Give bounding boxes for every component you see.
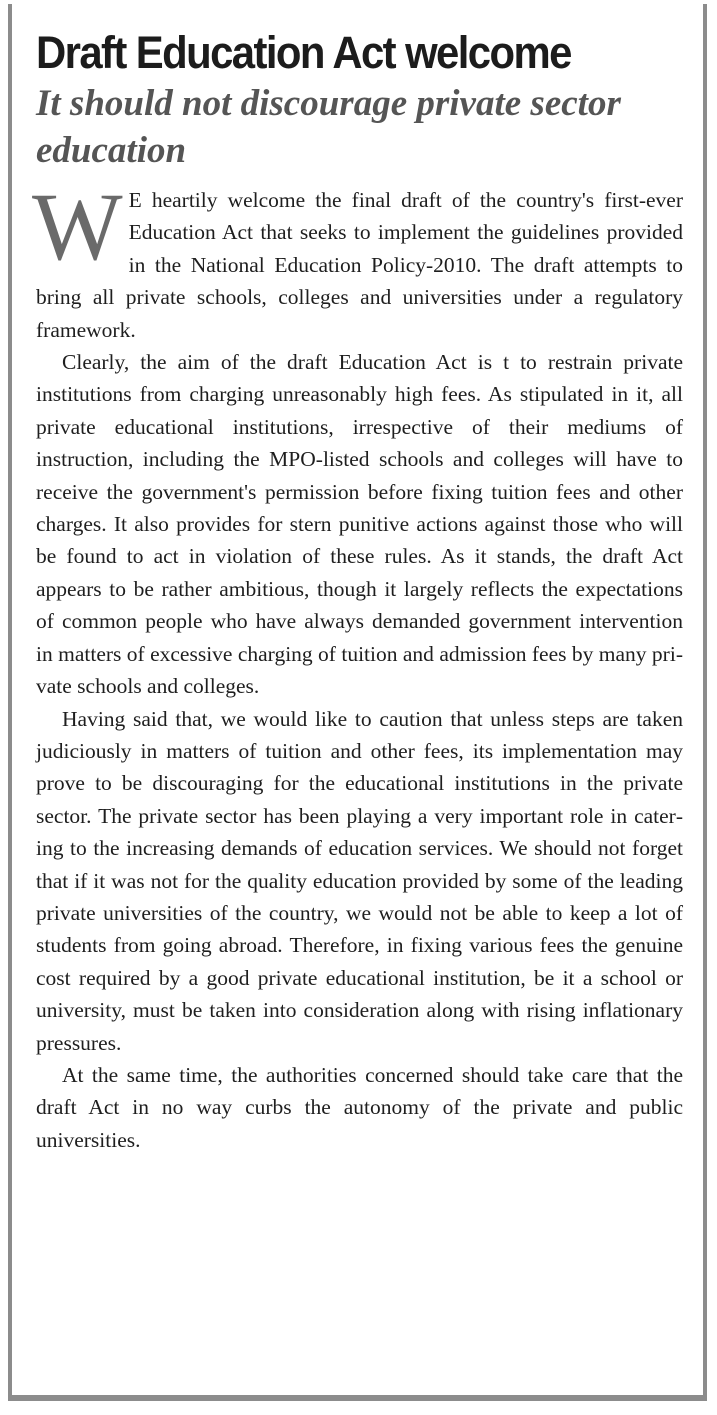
paragraph-1	[32, 173, 683, 346]
subheadline: It should not discourage private sector education	[36, 83, 621, 171]
article-frame	[8, 4, 707, 1401]
paragraph-1-text: E heartily welcome the final draft of the country's first-ever Education Act that seeks to implement the guidelines provided in the National Education Policy-2010. The draft attempts to bring all private schools, colleges and universities under a regulatory framework.	[36, 188, 683, 342]
paragraph-4: At the same time, the authorities concerned should take care that the draft Act in no way curbs the autonomy of the private and public universities.	[36, 1062, 683, 1152]
headline: Draft Education Act welcome	[36, 27, 571, 78]
paragraph-2: Clearly, the aim of the draft Education Act is t to restrain private institutions from charging unreasonably high fees. As stipulated in it, all private educational institutions, irrespective of their mediums of instruction, including the MPO-listed schools and colleges will have to receive the government's permission before fixing tuition fees and other charges. It also provides for stern punitive actions against those who will be found to act in violation of these rules. As it stands, the draft Act appears to be rather ambitious, though it largely reflects the expectations of common people who have always demanded government intervention in matters of excessive charging of tuition and admission fees by many private schools and colleges.	[36, 350, 683, 699]
drop-cap: W	[32, 173, 123, 280]
article-body	[32, 173, 683, 1156]
paragraph-3: Having said that, we would like to caution that unless steps are taken judiciously in matters of tuition and other fees, its implementation may prove to be discouraging for the educational institutions in the private sector. The private sector has been playing a very important role in catering to the increasing demands of education services. We should not forget that if it was not for the quality education provided by some of the leading private universities of the country, we would not be able to keep a lot of students from going abroad. Therefore, in fixing various fees the genuine cost required by a good private educational institution, be it a school or university, must be taken into consideration along with rising inflationary pressures.	[36, 706, 683, 1055]
